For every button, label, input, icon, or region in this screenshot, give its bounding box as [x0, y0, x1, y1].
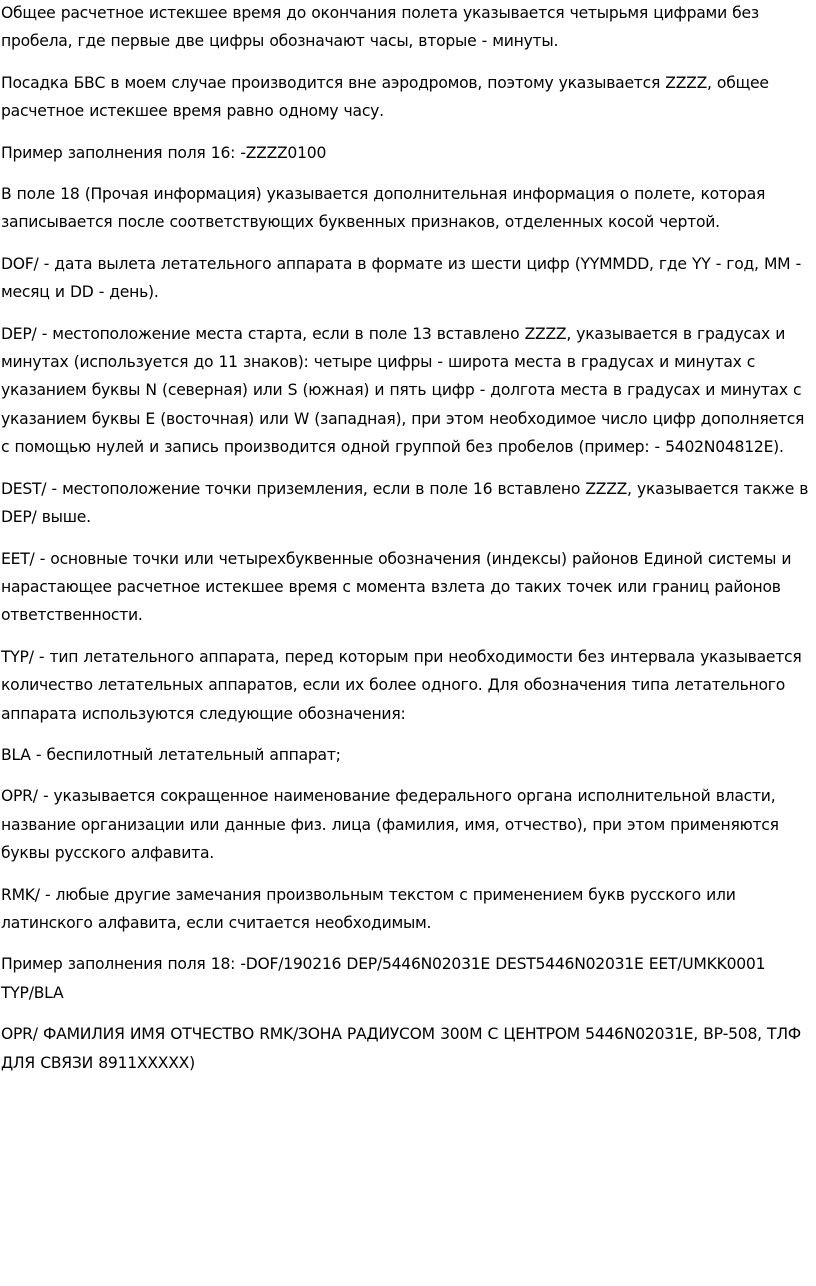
paragraph-dest: DEST/ - местоположение точки приземления, если в поле 16 вставлено ZZZZ, указывается также в DEP/ выше. [1, 479, 809, 527]
paragraph-eet: EET/ - основные точки или четырехбуквенные обозначения (индексы) районов Единой системы и нарастающее расчетное истекшее время с момента взлета до таких точек или границ районов ответственности. [1, 549, 792, 625]
paragraph-bla: BLA - беспилотный летательный аппарат; [1, 745, 341, 764]
paragraph-opr: OPR/ - указывается сокращенное наименование федерального органа исполнительной власти, название организации или данные физ. лица (фамилия, имя, отчество), при этом применяются буквы русского алфавита. [1, 787, 779, 863]
paragraph-elapsed-time-format: Общее расчетное истекшее время до окончания полета указывается четырьмя цифрами без пробела, где первые две цифры обозначают часы, вторые - минуты. [1, 4, 759, 51]
paragraph-dep: DEP/ - местоположение места старта, если в поле 13 вставлено ZZZZ, указывается в градусах и минутах (используется до 11 знаков): четыре цифры - широта места в градусах и минутах с указанием буквы N (северная) или S (южная) и пять цифр - долгота места в градусах и минутах с указанием буквы E (восточная) или W (западная), при этом необходимое число цифр дополняется с помощью нулей и запись производится одной группой без пробелов (пример: - 5402N04812E). [1, 324, 805, 457]
paragraph-field-18-intro: В поле 18 (Прочая информация) указывается дополнительная информация о полете, которая записывается после соответствующих буквенных признаков, отделенных косой чертой. [1, 185, 766, 232]
paragraph-field-18-example: Пример заполнения поля 18: -DOF/190216 DEP/5446N02031E DEST5446N02031E EET/UMKK0001 TYP/BLA [1, 955, 766, 1002]
paragraph-landing-zzzz: Посадка БВС в моем случае производится вне аэродромов, поэтому указывается ZZZZ, общее расчетное истекшее время равно одному часу. [1, 73, 769, 121]
paragraph-dof: DOF/ - дата вылета летательного аппарата в формате из шести цифр (YYMMDD, где YY - год, MM - месяц и DD - день). [1, 254, 801, 302]
paragraph-typ: TYP/ - тип летательного аппарата, перед которым при необходимости без интервала указывается количество летательных аппаратов, если их более одного. Для обозначения типа летательного аппарата используются следующие обозначения: [1, 647, 802, 723]
paragraph-field-16-example: Пример заполнения поля 16: -ZZZZ0100 [1, 143, 327, 162]
paragraph-field-18-example-continued: OPR/ ФАМИЛИЯ ИМЯ ОТЧЕСТВО RMK/ЗОНА РАДИУСОМ 300М С ЦЕНТРОМ 5446N02031E, ВР-508, ТЛФ ДЛЯ СВЯЗИ 8911XXXXX) [1, 1025, 801, 1072]
paragraph-rmk: RMK/ - любые другие замечания произвольным текстом с применением букв русского или латинского алфавита, если считается необходимым. [1, 885, 736, 932]
